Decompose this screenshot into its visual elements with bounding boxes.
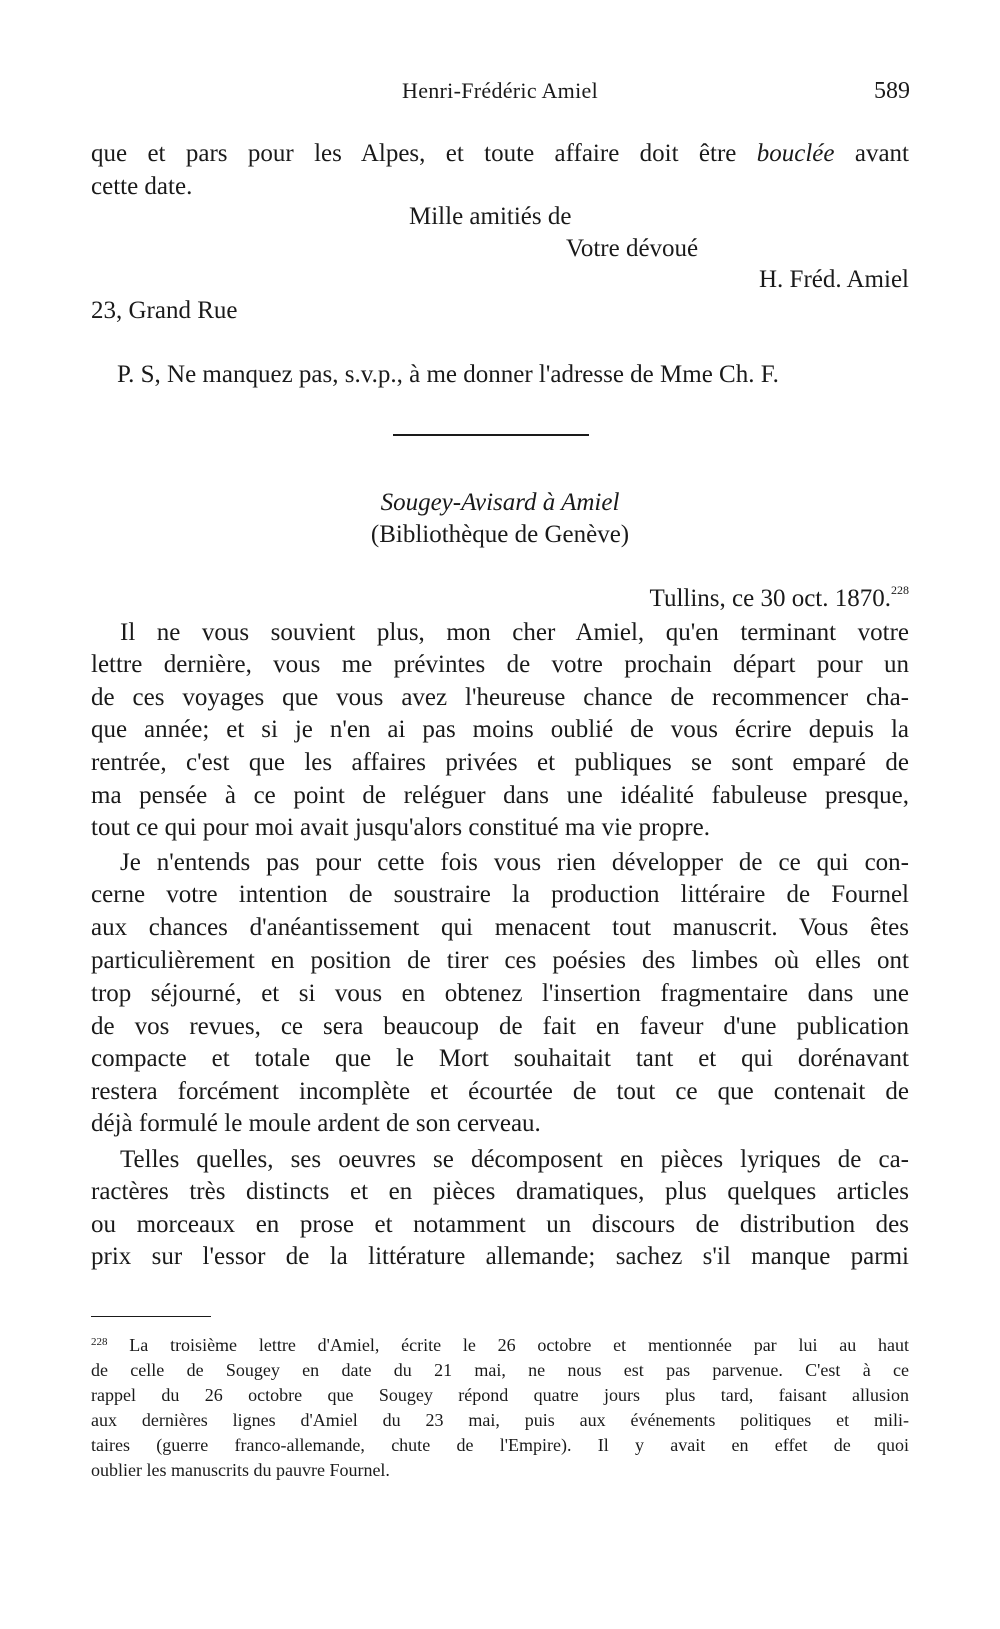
footnote-rule	[91, 1316, 211, 1317]
body-line: trop séjourné, et si vous en obtenez l'insertion fragmentaire dans une	[91, 980, 909, 1007]
address: 23, Grand Rue	[91, 297, 238, 324]
page-number: 589	[874, 78, 910, 104]
closing-line-2: cette date.	[91, 173, 193, 200]
closing-line-1-start: que et pars pour les Alpes, et toute affaire doit être	[91, 140, 757, 167]
body-line: particulièrement en position de tirer ces poésies des limbes où elles ont	[91, 947, 909, 974]
body-line: ractères très distincts et en pièces dramatiques, plus quelques articles	[91, 1178, 909, 1205]
letter-source: (Bibliothèque de Genève)	[370, 521, 630, 548]
body-line: restera forcément incomplète et écourtée de tout ce que contenait de	[91, 1078, 909, 1105]
footnote-line	[91, 1333, 909, 1358]
footnote-line: taires (guerre franco-allemande, chute de l'Empire). Il y avait en effet de quoi	[91, 1435, 909, 1455]
dateline	[650, 582, 909, 616]
footnote-line: aux dernières lignes d'Amiel du 23 mai, puis aux événements politiques et mili-	[91, 1410, 909, 1430]
body-line: aux chances d'anéantissement qui menacent tout manuscrit. Vous êtes	[91, 914, 909, 941]
body-line: lettre dernière, vous me prévintes de votre prochain départ pour un	[91, 651, 909, 678]
body-line: Il ne vous souvient plus, mon cher Amiel, qu'en terminant votre	[120, 619, 909, 646]
body-line: de vos revues, ce sera beaucoup de fait en faveur d'une publication	[91, 1013, 909, 1040]
footnote-number: 228	[91, 1336, 108, 1348]
running-header: Henri-Frédéric Amiel	[402, 78, 598, 103]
letter-title: Sougey-Avisard à Amiel	[380, 489, 620, 516]
body-line: prix sur l'essor de la littérature allemande; sachez s'il manque parmi	[91, 1243, 909, 1270]
body-line: Je n'entends pas pour cette fois vous rien développer de ce qui con-	[120, 849, 909, 876]
footnote-line: oublier les manuscrits du pauvre Fournel.	[91, 1460, 390, 1480]
postscript: P. S, Ne manquez pas, s.v.p., à me donner l'adresse de Mme Ch. F.	[117, 361, 779, 388]
signature: H. Fréd. Amiel	[759, 266, 909, 293]
body-line: cerne votre intention de soustraire la production littéraire de Fournel	[91, 881, 909, 908]
body-line: compacte et totale que le Mort souhaitait tant et qui dorénavant	[91, 1045, 909, 1072]
footnote-text: La troisième lettre d'Amiel, écrite le 26 octobre et mentionnée par lui au haut	[129, 1335, 910, 1355]
body-line: rentrée, c'est que les affaires privées et publiques se sont emparé de	[91, 749, 909, 776]
body-line: ma pensée à ce point de reléguer dans une idéalité fabuleuse presque,	[91, 782, 909, 809]
closing-line-1-italic: bouclée	[756, 140, 835, 167]
body-line: Telles quelles, ses oeuvres se décomposent en pièces lyriques de ca-	[120, 1146, 909, 1173]
body-line: tout ce qui pour moi avait jusqu'alors constitué ma vie propre.	[91, 814, 710, 841]
body-line: ou morceaux en prose et notamment un discours de distribution des	[91, 1211, 909, 1238]
footnote-line: de celle de Sougey en date du 21 mai, ne nous est pas parvenue. C'est à ce	[91, 1360, 909, 1380]
salutation-line-1: Mille amitiés de	[409, 203, 572, 230]
footnote-reference: 228	[891, 583, 909, 597]
dateline-text: Tullins, ce 30 oct. 1870.	[649, 585, 891, 612]
closing-line-1-end: avant	[834, 140, 909, 167]
closing-line-1	[91, 137, 909, 171]
footnote-line: rappel du 26 octobre que Sougey répond quatre jours plus tard, faisant allusion	[91, 1385, 909, 1405]
body-line: de ces voyages que vous avez l'heureuse chance de recommencer cha-	[91, 684, 909, 711]
salutation-line-2: Votre dévoué	[566, 235, 699, 262]
section-divider	[393, 434, 589, 436]
body-line: que année; et si je n'en ai pas moins oublié de vous écrire depuis la	[91, 716, 909, 743]
body-line: déjà formulé le moule ardent de son cerveau.	[91, 1110, 541, 1137]
